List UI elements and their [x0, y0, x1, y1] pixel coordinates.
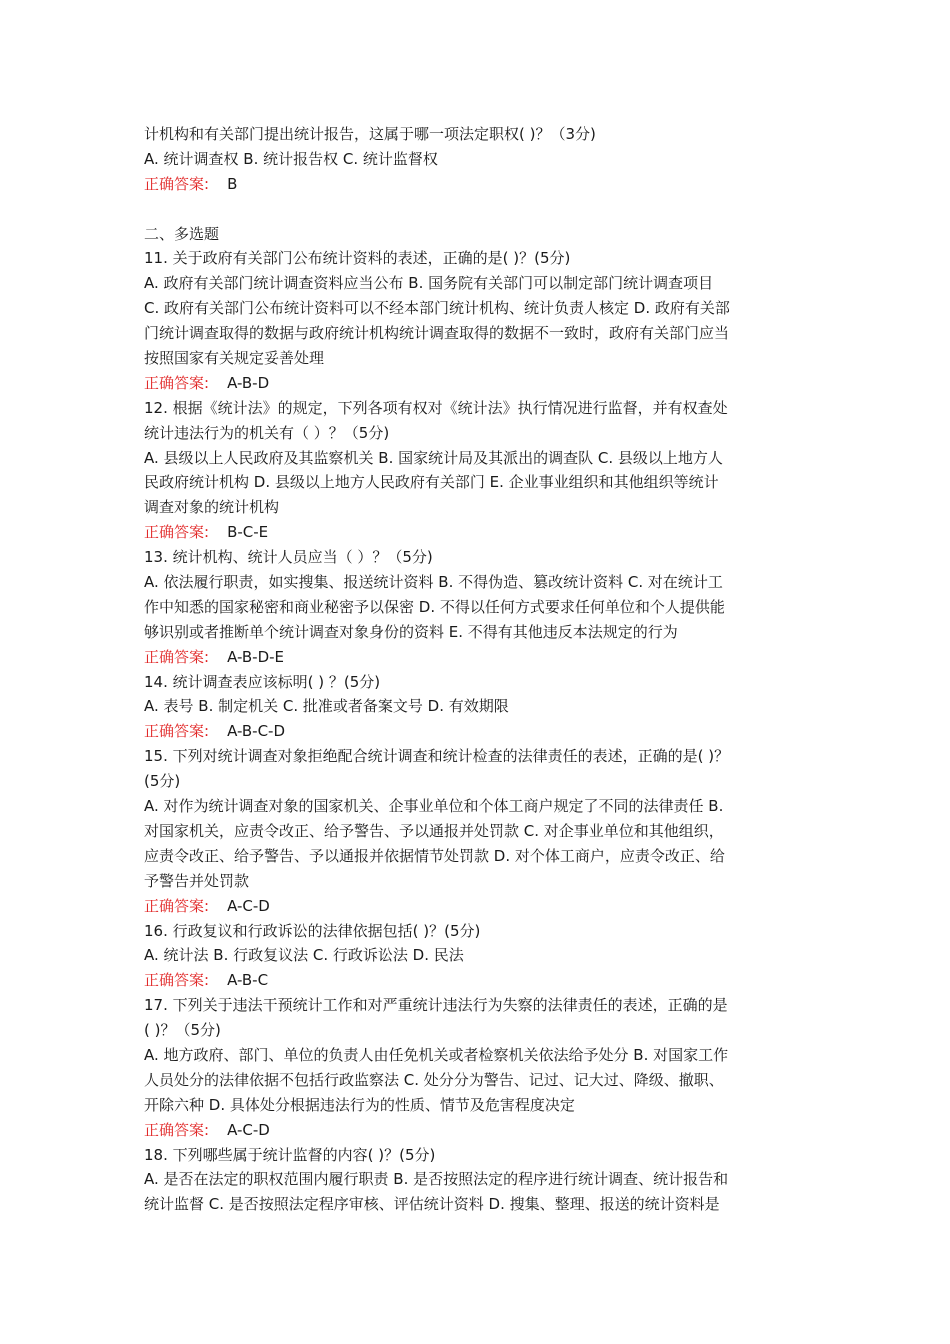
- question-text-line: 予警告并处罚款: [144, 871, 250, 890]
- answer-line: [144, 520, 814, 545]
- answer-label: 正确答案:: [144, 896, 210, 915]
- question-text-line: 16. 行政复议和行政诉讼的法律依据包括( )？(5分): [144, 921, 481, 940]
- question-text-line: 12. 根据《统计法》的规定，下列各项有权对《统计法》执行情况进行监督，并有权查处: [144, 398, 728, 417]
- question-text-line: 门统计调查取得的数据与政府统计机构统计调查取得的数据不一致时，政府有关部门应当: [144, 324, 730, 343]
- question-text-line: 统计监督 C. 是否按照法定程序审核、评估统计资料 D. 搜集、整理、报送的统计资料是: [144, 1195, 720, 1214]
- answer-line: [144, 371, 814, 396]
- question-text-line: 15. 下列对统计调查对象拒绝配合统计调查和统计检查的法律责任的表述，正确的是( )？: [144, 747, 730, 766]
- answer-label: 正确答案:: [144, 174, 210, 193]
- question-text-line: A. 统计法 B. 行政复议法 C. 行政诉讼法 D. 民法: [144, 946, 464, 965]
- question-text-line: 调查对象的统计机构: [144, 498, 280, 517]
- question-text-line: 计机构和有关部门提出统计报告，这属于哪一项法定职权( )？（3分): [144, 125, 596, 143]
- document-page: [144, 122, 814, 1217]
- answer-label: 正确答案:: [144, 523, 210, 542]
- answer-value: A-C-D: [227, 896, 270, 915]
- answer-value: B-C-E: [227, 523, 269, 542]
- question-text-line: A. 依法履行职责，如实搜集、报送统计资料 B. 不得伪造、篡改统计资料 C. 对在统计工: [144, 573, 723, 592]
- question-text-line: 民政府统计机构 D. 县级以上地方人民政府有关部门 E. 企业事业组织和其他组织等统计: [144, 473, 719, 492]
- answer-value: A-B-C: [227, 971, 269, 990]
- question-text-line: 11. 关于政府有关部门公布统计资料的表述，正确的是( )？(5分): [144, 249, 571, 268]
- question-text-line: A. 表号 B. 制定机关 C. 批准或者备案文号 D. 有效期限: [144, 697, 509, 716]
- answer-line: [144, 968, 814, 993]
- question-text-line: C. 政府有关部门公布统计资料可以不经本部门统计机构、统计负责人核定 D. 政府有关部: [144, 299, 730, 318]
- question-text-line: 14. 统计调查表应该标明( ) ？(5分): [144, 672, 381, 691]
- answer-value: A-B-C-D: [227, 722, 286, 741]
- answer-line: [144, 894, 814, 919]
- question-text-line: 按照国家有关规定妥善处理: [144, 349, 325, 368]
- question-text-line: 应责令改正、给予警告、予以通报并依据情节处罚款 D. 对个体工商户，应责令改正、给: [144, 846, 725, 865]
- question-text-line: 统计违法行为的机关有（ ）？（5分): [144, 423, 390, 442]
- spacer: [144, 197, 814, 222]
- question-text-line: 开除六种 D. 具体处分根据违法行为的性质、情节及危害程度决定: [144, 1095, 575, 1114]
- answer-line: [144, 719, 814, 744]
- answer-line: [144, 1118, 814, 1143]
- answer-value: A-C-D: [227, 1120, 270, 1139]
- question-text-line: 对国家机关，应责令改正、给予警告、予以通报并处罚款 C. 对企事业单位和其他组织，: [144, 821, 724, 840]
- answer-line: [144, 645, 814, 670]
- answer-line: [144, 172, 814, 197]
- question-text-line: A. 是否在法定的职权范围内履行职责 B. 是否按照法定的程序进行统计调查、统计报告和: [144, 1170, 729, 1189]
- answer-label: 正确答案:: [144, 722, 210, 741]
- question-text-line: (5分): [144, 772, 181, 791]
- question-text-line: A. 县级以上人民政府及其监察机关 B. 国家统计局及其派出的调查队 C. 县级以上地方人: [144, 448, 723, 467]
- question-text-line: 18. 下列哪些属于统计监督的内容( )？(5分): [144, 1145, 436, 1164]
- question-text-line: 13. 统计机构、统计人员应当（ ）？（5分): [144, 548, 433, 567]
- question-text-line: ( )？（5分): [144, 1021, 221, 1040]
- answer-value: A-B-D-E: [227, 647, 285, 666]
- question-text-line: 够识别或者推断单个统计调查对象身份的资料 E. 不得有其他违反本法规定的行为: [144, 622, 678, 641]
- section-title: 二、多选题: [144, 224, 220, 243]
- answer-label: 正确答案:: [144, 971, 210, 990]
- answer-value: A-B-D: [227, 373, 270, 392]
- question-text-line: 作中知悉的国家秘密和商业秘密予以保密 D. 不得以任何方式要求任何单位和个人提供能: [144, 597, 725, 616]
- answer-label: 正确答案:: [144, 647, 210, 666]
- answer-label: 正确答案:: [144, 1120, 210, 1139]
- answer-value: B: [227, 174, 238, 193]
- question-text-line: A. 对作为统计调查对象的国家机关、企事业单位和个体工商户规定了不同的法律责任 B.: [144, 797, 724, 816]
- question-text-line: 17. 下列关于违法干预统计工作和对严重统计违法行为失察的法律责任的表述，正确的是: [144, 996, 728, 1015]
- answer-label: 正确答案:: [144, 373, 210, 392]
- question-text-line: A. 统计调查权 B. 统计报告权 C. 统计监督权: [144, 149, 438, 168]
- question-text-line: A. 地方政府、部门、单位的负责人由任免机关或者检察机关依法给予处分 B. 对国家工作: [144, 1045, 729, 1064]
- question-text-line: 人员处分的法律依据不包括行政监察法 C. 处分分为警告、记过、记大过、降级、撤职、: [144, 1070, 724, 1089]
- question-text-line: A. 政府有关部门统计调查资料应当公布 B. 国务院有关部门可以制定部门统计调查项目: [144, 274, 714, 293]
